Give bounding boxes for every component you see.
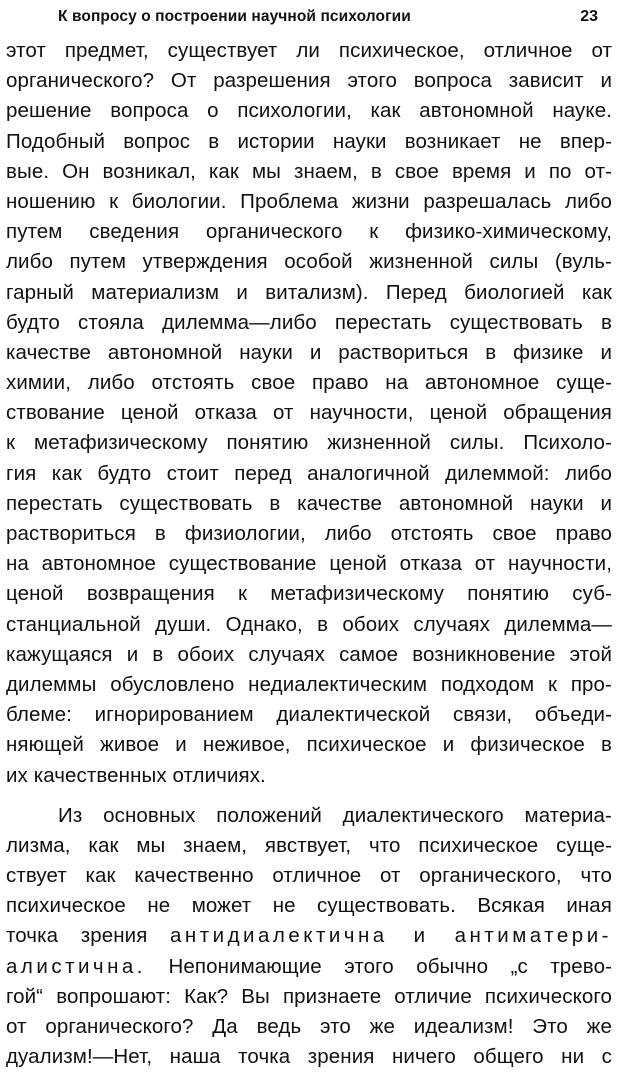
text-line: гой“ вопрошают: Как? Вы признаете отличие психического [6,984,612,1008]
text-line: кажущаяся и в обоих случаях самое возникновение этой [6,642,612,666]
text-line: ценой возвращения к метафизическому понятию суб- [6,582,612,606]
page-body [6,36,612,1072]
text-line: дилеммы обусловлено недиалектическим подходом к про- [6,672,612,696]
text-line: перестать существовать в качестве автономной науки и [6,491,612,515]
running-header [0,8,620,30]
text-fragment: Непонимающие этого обычно „с трево- [168,954,612,978]
text-fragment: точка зрения [6,924,148,948]
text-line: раствориться в физиологии, либо отстоять свое право [6,522,612,545]
text-line: дуализм!—Нет, наша точка зрения ничего общего ни с [6,1045,612,1069]
text-line: гарный материализм и витализм). Перед биологией как [6,280,612,304]
text-line: органического? От разрешения этого вопроса зависит и [6,69,612,93]
text-line: станциальной души. Однако, в обоих случаях дилемма— [6,612,612,636]
text-line: Подобный вопрос в истории науки возникает не впер- [6,129,612,153]
page-number: 23 [580,8,598,25]
text-line: решение вопроса о психологии, как автономной науке. [6,99,612,123]
paragraph-2 [6,801,612,1072]
text-line: няющей живое и неживое, психическое и физическое в [6,733,612,757]
text-line [6,952,612,982]
text-line: лизма, как мы знаем, явствует, что психическое суще- [6,833,612,857]
text-line: Из основных положений диалектического материа- [58,803,612,827]
text-line: ствует как качественно отличное от органического, что [6,864,612,888]
text-line: качестве автономной науки и раствориться в физике и [6,340,612,364]
emphasized-text: антидиалектична и антиматери- [170,924,612,948]
text-line: их качественных отличиях. [6,763,266,787]
text-line: вые. Он возникал, как мы знаем, в свое время и по от- [6,159,612,183]
text-line: будто стояла дилемма—либо перестать существовать в [6,310,612,334]
emphasized-text: алистична. [6,954,147,978]
paragraph-1 [6,36,612,791]
text-line: блеме: игнорированием диалектической связи, объеди- [6,703,612,727]
text-line: ношению к биологии. Проблема жизни разрешалась либо [6,189,612,213]
text-line: психическое не может не существовать. Всякая иная [6,894,612,918]
text-line: либо путем утверждения особой жизненной силы (вуль- [6,250,612,274]
text-line: путем сведения органического к физико-химическому, [6,220,612,244]
text-line: этот предмет, существует ли психическое, отличное от [6,39,612,62]
text-line: на автономное существование ценой отказа от научности, [6,552,612,576]
text-line: ствование ценой отказа от научности, ценой обращения [6,401,612,425]
paragraph-gap [6,791,612,801]
text-line: химии, либо отстоять свое право на автономное суще- [6,371,612,395]
text-line: к метафизическому понятию жизненной силы. Психоло- [6,431,612,455]
text-line: от органического? Да ведь это же идеализм! Это же [6,1015,612,1038]
text-line: гия как будто стоит перед аналогичной дилеммой: либо [6,461,612,485]
text-line [6,921,612,951]
running-title: К вопросу о построении научной психологии [58,8,411,25]
